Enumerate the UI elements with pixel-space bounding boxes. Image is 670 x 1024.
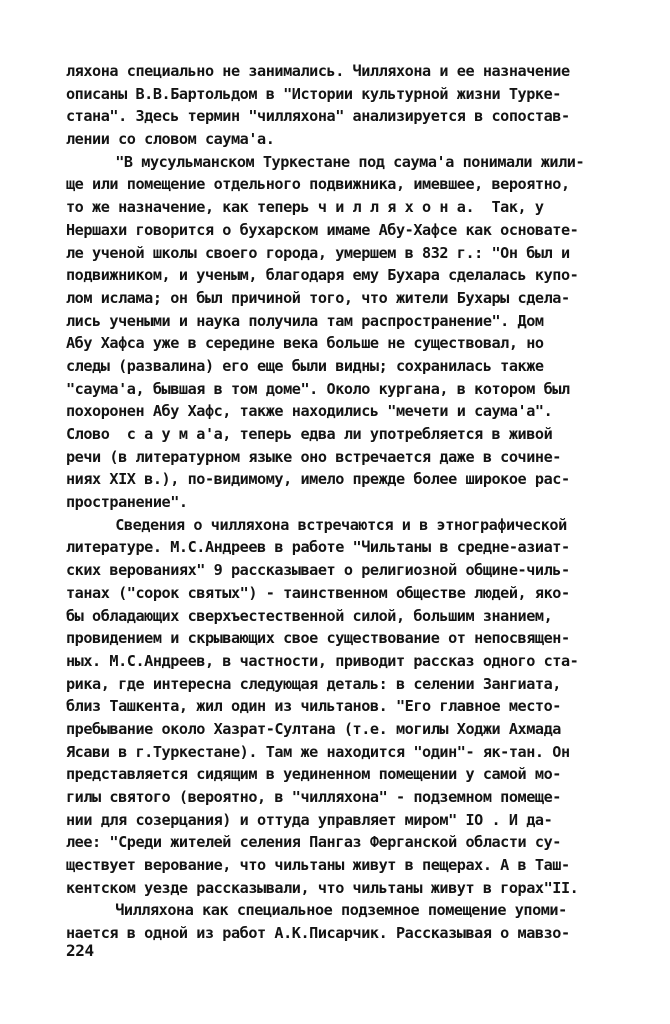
text-line: рика, где интересна следующая деталь: в селении Зангиата, [66,674,561,693]
text-line: близ Ташкента, жил один из чильтанов. "Его главное место- [66,697,561,716]
page-number: 224 [66,941,94,960]
text-line: Абу Хафса уже в середине века больше не существовал, но [66,334,544,353]
text-line: Чилляхона как специальное подземное помещение упоми- [115,901,567,920]
text-line: танах ("сорок святых") - таинственном обществе людей, яко- [66,583,570,602]
text-line: "В мусульманском Туркестане под саума'а понимали жили- [115,152,585,171]
text-line: Нершахи говорится о бухарском имаме Абу-Хафсе как основате- [66,220,579,239]
text-line: нается в одной из работ А.К.Писарчик. Рассказывая о мавзо- [66,924,570,943]
text-line: ле ученой школы своего города, умершем в 832 г.: "Он был и [66,243,570,262]
text-line: речи (в литературном языке оно встречается даже в сочине- [66,447,561,466]
text-line: ских верованиях" 9 рассказывает о религиозной общине-чиль- [66,561,570,580]
text-line: пространение". [66,493,188,512]
text-line: лении со словом саума'а. [66,130,275,149]
text-line: Слово с а у м а'а, теперь едва ли употребляется в живой [66,425,553,443]
text-line: "саума'а, бывшая в том доме". Около кургана, в котором был [66,379,570,398]
text-line: ляхона специально не занимались. Чилляхона и ее назначение [66,62,570,80]
text-line: провидением и скрывающих свое существование от непосвящен- [66,629,570,648]
text-line: подвижником, и ученым, благодаря ему Бухара сделалась купо- [66,266,579,285]
text-line: бы обладающих сверхъестественной силой, большим знанием, [66,606,553,625]
text-line: ных. М.С.Андреев, в частности, приводит рассказ одного ста- [66,651,579,670]
text-line: нии для созерцания) и оттуда управляет миром" IO . И да- [66,810,553,829]
text-line: стана". Здесь термин "чилляхона" анализируется в сопостав- [66,107,570,126]
text-line: лее: "Среди жителей селения Пангаз Ферганской области су- [66,833,561,852]
text-line: пребывание около Хазрат-Султана (т.е. могилы Ходжи Ахмада [66,719,561,738]
text-line: описаны В.В.Бартольдом в "Истории культурной жизни Турке- [66,84,561,103]
text-line: ществует верование, что чильтаны живут в пещерах. А в Таш- [66,856,570,875]
text-line: литературе. М.С.Андреев в работе "Чильтаны в средне-азиат- [66,538,570,557]
text-line: то же назначение, как теперь ч и л л я х о н а. Так, у [66,198,544,217]
text-line: представляется сидящим в уединенном помещении у самой мо- [66,765,561,784]
text-line: гилы святого (вероятно, в "чилляхона" - подземном помеще- [66,788,561,806]
text-line: ниях XIX в.), по-видимому, имело прежде более широкое рас- [66,470,570,489]
body-text [66,60,614,945]
text-line: ще или помещение отдельного подвижника, имевшее, вероятно, [66,175,570,194]
text-line: лись учеными и наука получила там распространение". Дом [66,311,544,330]
text-line: кентском уезде рассказывали, что чильтаны живут в горах"II. [66,878,579,897]
text-line: Ясави в г.Туркестане). Там же находится "один"- як-тан. Он [66,742,570,761]
text-line: лом ислама; он был причиной того, что жители Бухары сдела- [66,288,570,307]
text-line: следы (развалина) его еще были видны; сохранилась также [66,356,544,375]
text-line: Сведения о чилляхона встречаются и в этнографической [115,515,567,534]
text-line: похоронен Абу Хафс, также находились "мечети и саума'а". [66,402,553,421]
